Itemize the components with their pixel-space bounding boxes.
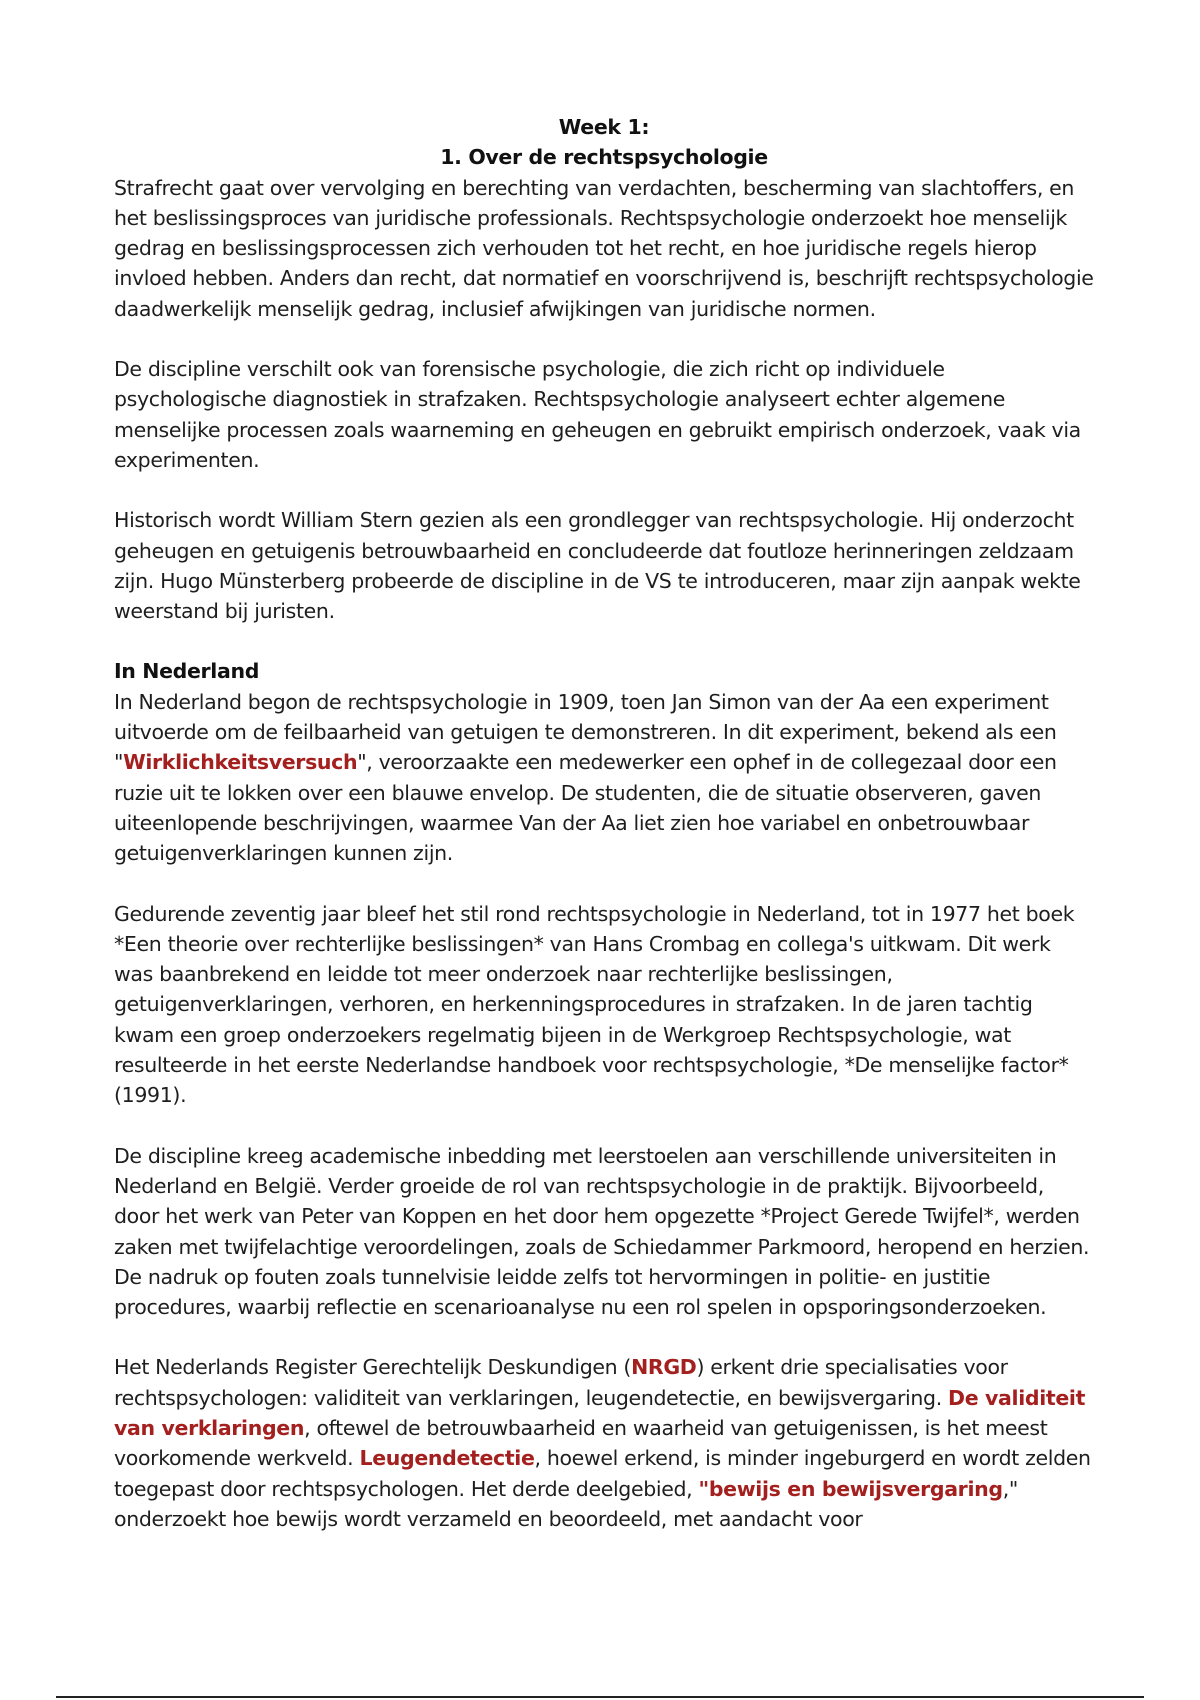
page-bottom-divider — [56, 1696, 1144, 1698]
paragraph-academic: De discipline kreeg academische inbedding met leerstoelen aan verschillende universiteiten in Nederland en België. Verder groeide de rol van rechtspsychologie in de praktijk. Bijvoorbeeld, door het werk van Peter van Koppen en het door hem opgezette *Project Gerede Twijfel*, werden zaken met twijfelachtige veroordelingen, zoals de Schiedammer Parkmoord, heropend en herzien. De nadruk op fouten zoals tunnelvisie leidde zelfs tot hervormingen in politie- en justitie procedures, waarbij reflectie en scenarioanalyse nu een rol spelen in opsporingsonderzoeken. — [114, 1143, 1090, 1320]
paragraph-intro: Strafrecht gaat over vervolging en berechting van verdachten, bescherming van slachtoffers, en het beslissingsproces van juridische professionals. Rechtspsychologie onderzoekt hoe menselijk gedrag en beslissingsprocessen zich verhouden tot het recht, en hoe juridische regels hierop invloed hebben. Anders dan recht, dat normatief en voorschrijvend is, beschrijft rechtspsychologie daadwerkelijk menselijk gedrag, inclusief afwijkingen van juridische normen. — [114, 175, 1094, 321]
text-segment: , oftewel de betrouwbaarheid en waarheid van getuigenissen, is het meest voorkomende werkveld. — [114, 1415, 1048, 1471]
highlight-validiteit: De validiteit van verklaringen — [114, 1385, 1086, 1440]
highlight-leugendetectie: Leugendetectie — [359, 1446, 535, 1471]
paragraph-discipline: De discipline verschilt ook van forensische psychologie, die zich richt op individuele psychologische diagnostiek in strafzaken. Rechtspsychologie analyseert echter algemene menselijke processen zoals waarneming en geheugen en gebruikt empirisch onderzoek, vaak via experimenten. — [114, 357, 1081, 472]
paragraph-history: Historisch wordt William Stern gezien als een grondlegger van rechtspsychologie. Hij onderzocht geheugen en getuigenis betrouwbaarheid en concludeerde dat foutloze herinneringen zeldzaam zijn. Hugo Münsterberg probeerde de discipline in de VS te introduceren, maar zijn aanpak wekte weerstand bij juristen. — [114, 508, 1081, 624]
text-segment: ," onderzoekt hoe bewijs wordt verzameld en beoordeeld, met aandacht voor — [114, 1476, 1018, 1531]
highlight-wirklichkeitsversuch: Wirklichkeitsversuch — [123, 750, 358, 775]
document-body — [114, 112, 1094, 1564]
title-chapter: 1. Over de rechtspsychologie — [440, 145, 768, 170]
section-heading-nederland: In Nederland — [114, 659, 260, 684]
text-segment: ", veroorzaakte een medewerker een ophef in de collegezaal door een ruzie uit te lokken over een blauwe envelop. De studenten, die de situatie observeren, gaven uiteenlopende beschrijvingen, waarmee Van der Aa liet zien hoe variabel en onbetrouwbaar getuigenverklaringen kunnen zijn. — [114, 750, 1057, 866]
document-title — [114, 112, 1094, 173]
paragraph-van-der-aa — [114, 687, 1094, 869]
highlight-nrgd: NRGD — [631, 1355, 697, 1380]
text-segment: In Nederland begon de rechtspsychologie in 1909, toen Jan Simon van der Aa een experiment uitvoerde om de feilbaarheid van getuigen te demonstreren. In dit experiment, bekend als een " — [114, 689, 1057, 775]
text-segment: ) erkent drie specialisaties voor rechtspsychologen: validiteit van verklaringen, leugendetectie, en bewijsvergaring. — [114, 1355, 1008, 1410]
paragraph-nrgd — [114, 1352, 1094, 1534]
paragraph-crombag: Gedurende zeventig jaar bleef het stil rond rechtspsychologie in Nederland, tot in 1977 het boek *Een theorie over rechterlijke beslissingen* van Hans Crombag en collega's uitkwam. Dit werk was baanbrekend en leidde tot meer onderzoek naar rechterlijke beslissingen, getuigenverklaringen, verhoren, en herkenningsprocedures in strafzaken. In de jaren tachtig kwam een groep onderzoekers regelmatig bijeen in de Werkgroep Rechtspsychologie, wat resulteerde in het eerste Nederlandse handboek voor rechtspsychologie, *De menselijke factor* (1991). — [114, 901, 1075, 1108]
title-week: Week 1: — [558, 115, 650, 139]
text-segment: , hoewel erkend, is minder ingeburgerd en wordt zelden toegepast door rechtspsychologen. Het derde deelgebied, — [114, 1446, 1091, 1501]
highlight-bewijsvergaring: "bewijs en bewijsvergaring — [698, 1476, 1003, 1501]
text-segment: Het Nederlands Register Gerechtelijk Deskundigen ( — [114, 1355, 632, 1380]
